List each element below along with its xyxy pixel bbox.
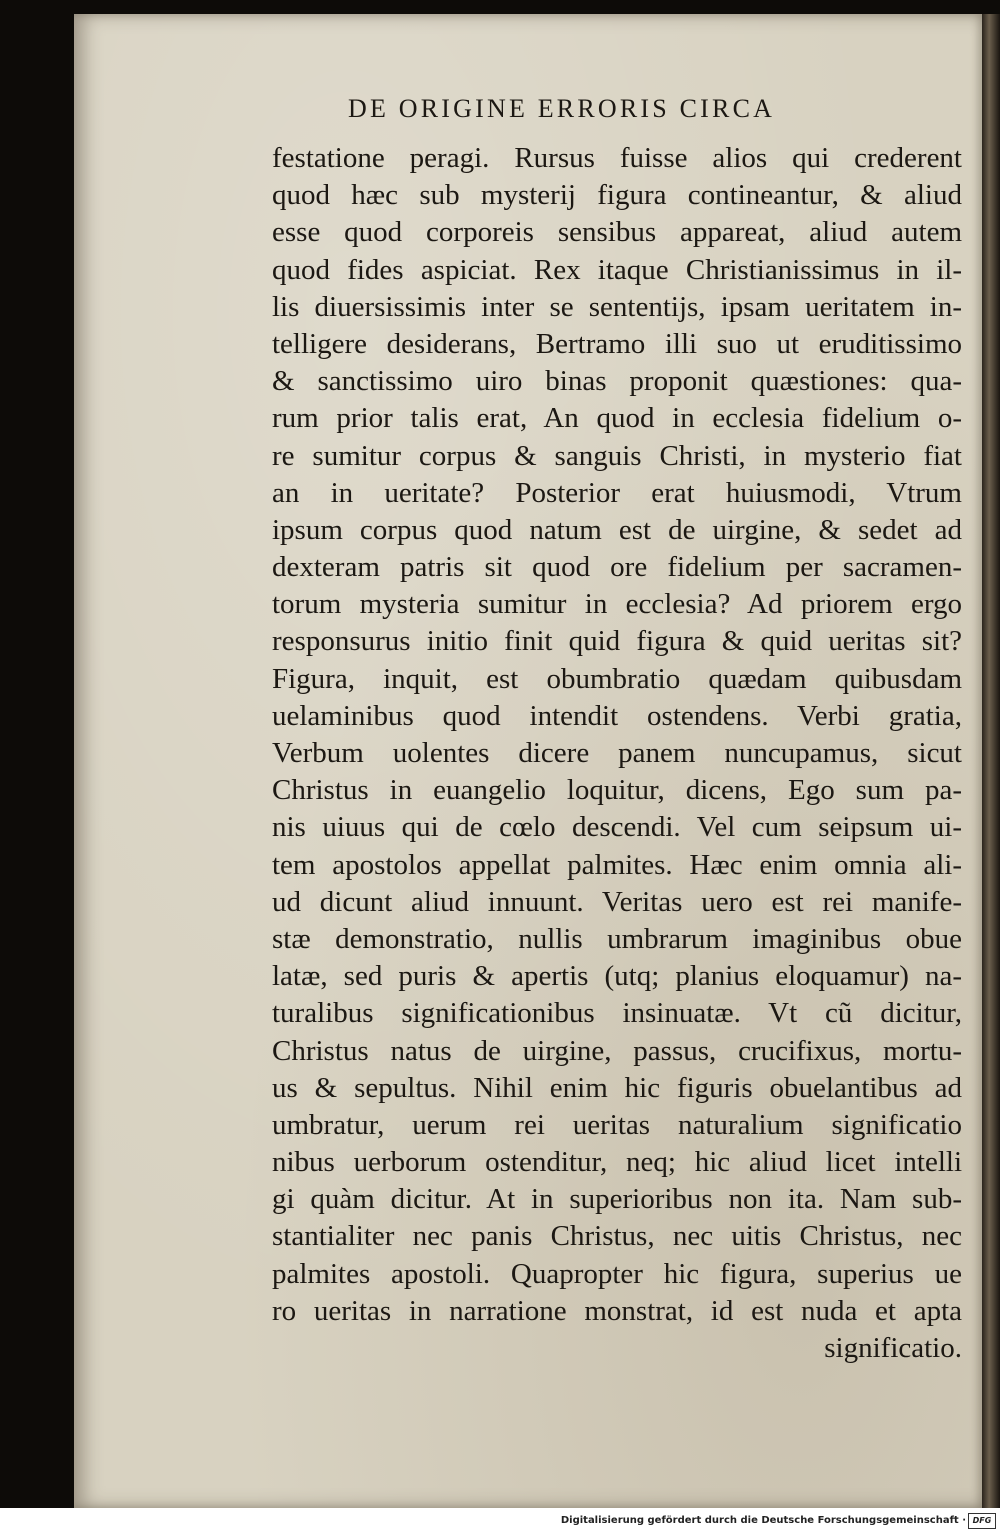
text-line: Figura, inquit, est obumbratio quædam quibusdam <box>272 662 962 695</box>
text-line: quod hæc sub mysterij figura contineantur, & aliud <box>272 179 962 212</box>
text-line: umbratur, uerum rei ueritas naturalium significatio <box>272 1108 962 1141</box>
text-line: telligere desiderans, Bertramo illi suo ut eruditissimo <box>272 327 962 360</box>
text-line: quod fides aspiciat. Rex itaque Christianissimus in il- <box>272 253 962 286</box>
text-line: significatio. <box>824 1332 962 1364</box>
text-line: lis diuersissimis inter se sententijs, ipsam ueritatem in- <box>272 290 962 323</box>
text-line: dexteram patris sit quod ore fidelium per sacramen- <box>272 551 962 584</box>
text-line: esse quod corporeis sensibus appareat, aliud autem <box>272 216 962 249</box>
text-line: latæ, sed puris & apertis (utq; planius eloquamur) na- <box>272 960 962 993</box>
running-head: DE ORIGINE ERRORIS CIRCA <box>348 94 776 123</box>
text-line: Christus in euangelio loquitur, dicens, Ego sum pa- <box>272 774 962 807</box>
text-line: Verbum uolentes dicere panem nuncupamus, sicut <box>272 737 962 769</box>
text-line: an in ueritate? Posterior erat huiusmodi, Vtrum <box>272 476 962 509</box>
text-line: stantialiter nec panis Christus, nec uitis Christus, nec <box>272 1220 962 1253</box>
text-line: gi quàm dicitur. At in superioribus non ita. Nam sub- <box>272 1183 962 1216</box>
text-line: torum mysteria sumitur in ecclesia? Ad priorem ergo <box>272 588 962 621</box>
text-line: ud dicunt aliud innuunt. Veritas uero est rei manife- <box>272 885 962 918</box>
digitization-credit: Digitalisierung gefördert durch die Deutsche Forschungsgemeinschaft · <box>560 1515 966 1526</box>
text-line: us & sepultus. Nihil enim hic figuris obuelantibus ad <box>272 1071 962 1104</box>
text-line: Christus natus de uirgine, passus, crucifixus, mortu- <box>272 1034 962 1067</box>
page-edge <box>982 14 1000 1508</box>
text-line: & sanctissimo uiro binas proponit quæstiones: qua- <box>272 365 962 398</box>
text-line: re sumitur corpus & sanguis Christi, in mysterio fiat <box>272 439 962 472</box>
text-line: tem apostolos appellat palmites. Hæc enim omnia ali- <box>272 848 962 881</box>
text-line: responsurus initio finit quid figura & quid ueritas sit? <box>272 625 962 658</box>
text-line: turalibus significationibus insinuatæ. Vt cũ dicitur, <box>272 997 962 1030</box>
text-line: ipsum corpus quod natum est de uirgine, & sedet ad <box>272 513 962 546</box>
text-line: nis uiuus qui de cœlo descendi. Vel cum seipsum ui- <box>272 811 962 844</box>
text-line: ro ueritas in narratione monstrat, id est nuda et apta <box>272 1294 962 1327</box>
text-line: palmites apostoli. Quapropter hic figura, superius ue <box>272 1257 962 1290</box>
text-line: festatione peragi. Rursus fuisse alios qui crederent <box>272 142 962 174</box>
text-line: rum prior talis erat, An quod in ecclesia fidelium o- <box>272 402 962 435</box>
text-line: uelaminibus quod intendit ostendens. Verbi gratia, <box>272 699 962 732</box>
dfg-logo-icon: DFG <box>968 1513 996 1529</box>
text-line: stæ demonstratio, nullis umbrarum imaginibus obue <box>272 922 962 955</box>
text-line: nibus uerborum ostenditur, neq; hic aliud licet intelli <box>272 1146 962 1179</box>
body-text <box>272 140 962 1367</box>
